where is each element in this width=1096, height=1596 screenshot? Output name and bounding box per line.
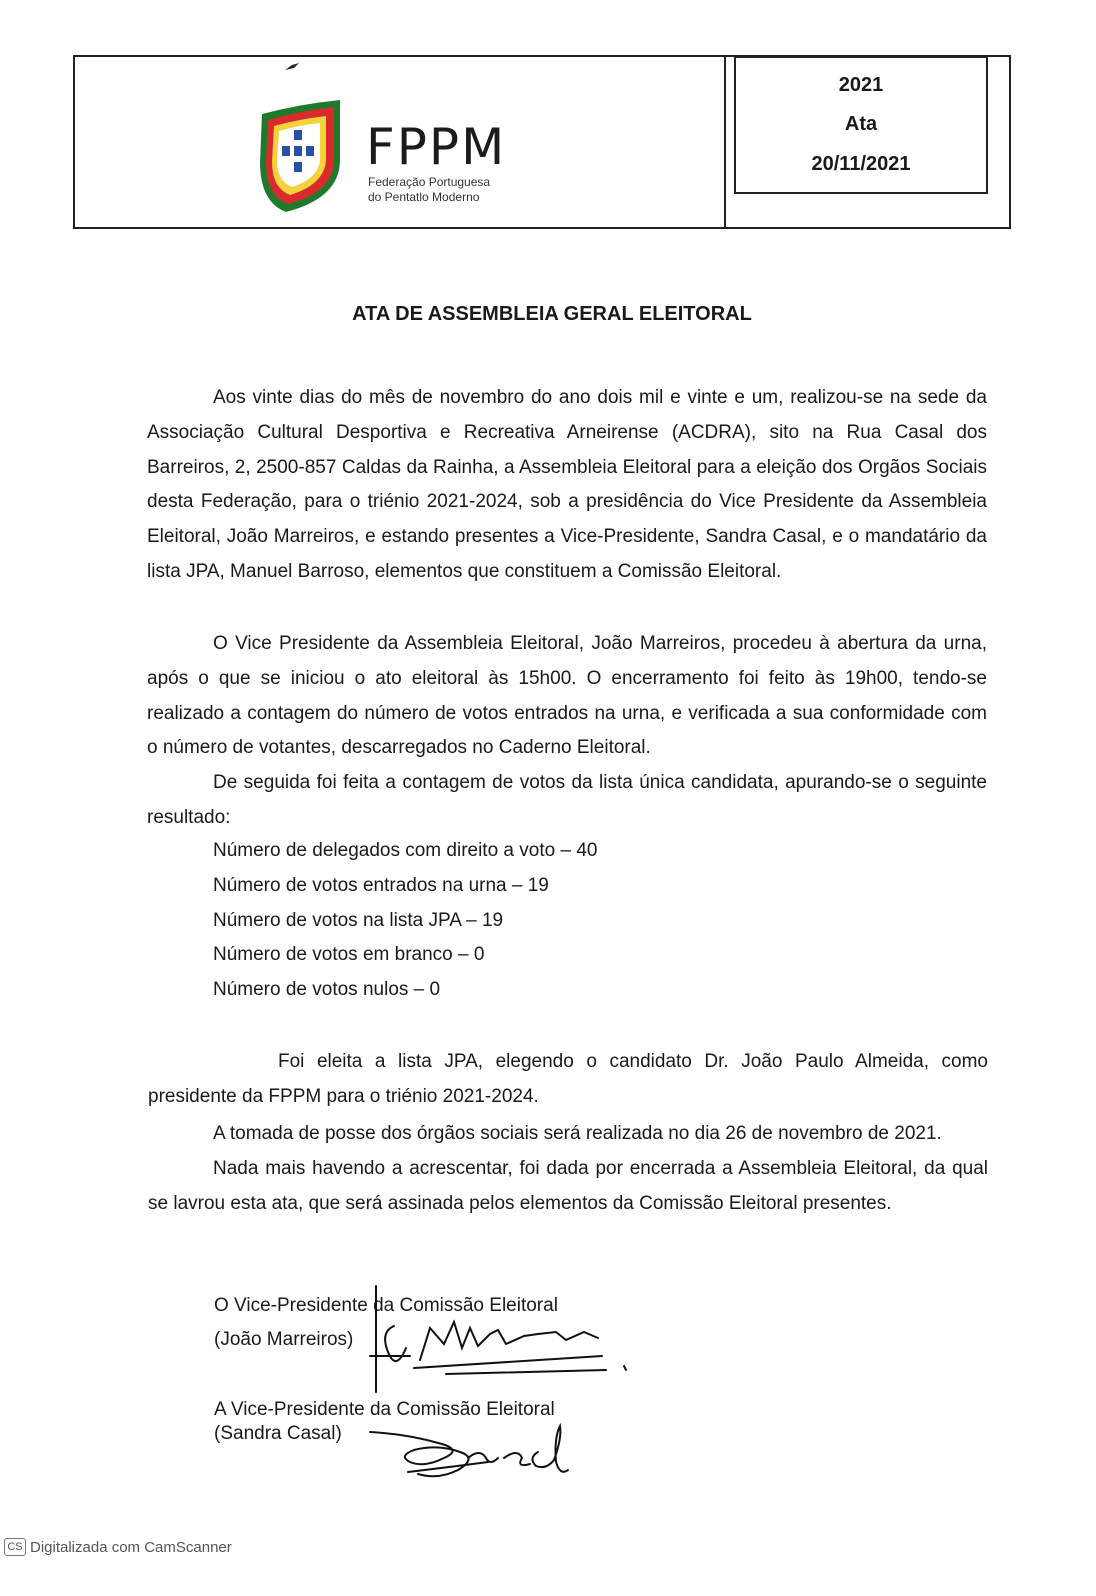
- result-item: Número de votos em branco – 0: [213, 944, 485, 966]
- paragraph-closing: Nada mais havendo a acrescentar, foi dada por encerrada a Assembleia Eleitoral, da qual se lavrou esta ata, que será assinada pelos elementos da Comissão Eleitoral presentes.: [148, 1158, 988, 1214]
- result-item: Número de delegados com direito a voto – 40: [213, 840, 598, 861]
- camscanner-icon: CS: [4, 1538, 26, 1556]
- paragraph-procedure: O Vice Presidente da Assembleia Eleitoral, João Marreiros, procedeu à abertura da urna, após o que se iniciou o ato eleitoral às 15h00. O encerramento foi feito às 19h00, tendo-se realizado a contagem do número de votos entrados na urna, e verificada a sua conformidade com o número de votantes, descarregados no Caderno Eleitoral.: [147, 633, 987, 759]
- paragraph-election: Foi eleita a lista JPA, elegendo o candidato Dr. João Paulo Almeida, como presidente da FPPM para o triénio 2021-2024.: [148, 1051, 988, 1107]
- signature-name-2: (Sandra Casal): [214, 1423, 342, 1444]
- signature-1: [366, 1282, 636, 1402]
- logo-acronym: FPPM: [366, 118, 507, 176]
- scanner-badge: [4, 1538, 232, 1556]
- paragraph-count: De seguida foi feita a contagem de votos da lista única candidata, apurando-se o seguinte resultado:: [147, 772, 987, 828]
- logo-subtitle-line2: do Pentatlo Moderno: [368, 190, 480, 204]
- signature-role-2: A Vice-Presidente da Comissão Eleitoral: [214, 1399, 555, 1420]
- document-type: Ata: [844, 113, 878, 136]
- signature-2: [368, 1422, 578, 1486]
- paragraph-inauguration: A tomada de posse dos órgãos sociais será realizada no dia 26 de novembro de 2021.: [213, 1123, 942, 1144]
- result-item: Número de votos nulos – 0: [213, 979, 441, 1001]
- document-info-box: [734, 56, 988, 194]
- logo-subtitle: [368, 175, 490, 205]
- scanner-text: Digitalizada com CamScanner: [30, 1538, 232, 1556]
- signature-name-1: (João Marreiros): [214, 1329, 354, 1350]
- document-date: 20/11/2021: [811, 152, 911, 175]
- logo-subtitle-line1: Federação Portuguesa: [368, 175, 491, 189]
- result-item: Número de votos na lista JPA – 19: [213, 909, 504, 931]
- fppm-shield-logo: [256, 98, 344, 214]
- ink-mark: [284, 62, 300, 72]
- result-item: Número de votos entrados na urna – 19: [213, 874, 549, 896]
- paragraph-intro: Aos vinte dias do mês de novembro do ano dois mil e vinte e um, realizou-se na sede da Associação Cultural Desportiva e Recreativa Arneirense (ACDRA), sito na Rua Casal dos Barreiros, 2, 2500-857 Caldas da Rainha, a Assembleia Eleitoral para a eleição dos Orgãos Sociais desta Federação, para o triénio 2021-2024, sob a presidência do Vice Presidente da Assembleia Eleitoral, João Marreiros, e estando presentes a Vice-Presidente, Sandra Casal, e o mandatário da lista JPA, Manuel Barroso, elementos que constituem a Comissão Eleitoral.: [147, 387, 987, 582]
- document-year: 2021: [838, 74, 884, 97]
- results-list: [213, 834, 597, 1008]
- header-divider: [724, 55, 726, 229]
- signature-role-1: O Vice-Presidente da Comissão Eleitoral: [214, 1295, 558, 1316]
- document-title: ATA DE ASSEMBLEIA GERAL ELEITORAL: [352, 303, 752, 325]
